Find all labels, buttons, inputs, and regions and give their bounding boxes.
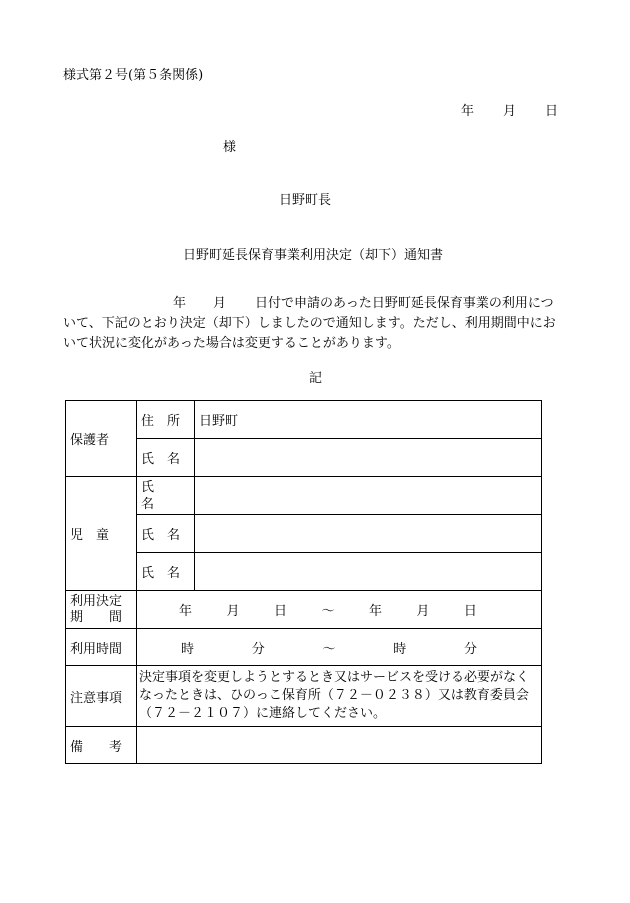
info-table bbox=[65, 400, 542, 764]
guardian-name-field bbox=[195, 439, 542, 477]
remarks-label: 備 考 bbox=[66, 727, 137, 764]
time-value bbox=[137, 629, 542, 666]
period-day-2: 日 bbox=[463, 604, 477, 619]
address-label: 住 所 bbox=[137, 401, 195, 439]
time-minute-1: 分 bbox=[251, 641, 265, 657]
child-name-1b: 名 bbox=[141, 496, 155, 512]
guardian-name-label: 氏 名 bbox=[137, 439, 195, 477]
period-month-1: 月 bbox=[226, 604, 240, 619]
date-month: 月 bbox=[503, 104, 517, 119]
time-minute-2: 分 bbox=[463, 641, 477, 657]
body-line1: 日付で申請のあった日野町延長保育事業の利用につ bbox=[255, 296, 554, 311]
period-label bbox=[66, 591, 137, 629]
body-year: 年 bbox=[173, 296, 187, 311]
child-name-field-3 bbox=[195, 553, 542, 591]
period-sep: ～ bbox=[321, 604, 335, 619]
child-name-field-1 bbox=[195, 477, 542, 515]
date-year: 年 bbox=[461, 104, 475, 119]
ki-heading: 記 bbox=[309, 371, 323, 386]
child-name-1a: 氏 bbox=[141, 479, 155, 495]
period-month-2: 月 bbox=[416, 604, 430, 619]
child-name-label-1 bbox=[137, 477, 195, 515]
period-label-1: 利用決定 bbox=[70, 593, 123, 609]
issuer: 日野町長 bbox=[279, 193, 332, 208]
notes-label: 注意事項 bbox=[66, 666, 137, 727]
address-value: 日野町 bbox=[195, 401, 542, 439]
time-sep: ～ bbox=[322, 641, 336, 657]
child-label: 児 童 bbox=[66, 477, 137, 591]
period-year-1: 年 bbox=[179, 604, 193, 619]
form-number: 様式第２号(第５条関係) bbox=[63, 68, 204, 83]
time-label: 利用時間 bbox=[66, 629, 137, 666]
child-name-label-2: 氏 名 bbox=[137, 515, 195, 553]
notice-body bbox=[63, 294, 563, 354]
date-day: 日 bbox=[545, 104, 559, 119]
body-month: 月 bbox=[213, 296, 227, 311]
time-hour-2: 時 bbox=[393, 641, 407, 657]
body-line2: いて、下記のとおり決定（却下）しましたので通知します。ただし、利用期間中にお bbox=[63, 316, 556, 331]
notes-text: 決定事項を変更しようとするとき又はサービスを受ける必要がなくなったときは、ひのっこ保育所（７２－０２３８）又は教育委員会（７２－２１０７）に連絡してください。 bbox=[137, 666, 542, 727]
period-day-1: 日 bbox=[273, 604, 287, 619]
child-name-field-2 bbox=[195, 515, 542, 553]
remarks-field bbox=[137, 727, 542, 764]
period-value bbox=[137, 591, 542, 629]
time-hour-1: 時 bbox=[181, 641, 195, 657]
child-name-label-3: 氏 名 bbox=[137, 553, 195, 591]
addressee-suffix: 様 bbox=[223, 140, 237, 155]
period-label-2: 期 間 bbox=[70, 609, 123, 625]
document-title: 日野町延長保育事業利用決定（却下）通知書 bbox=[183, 248, 444, 263]
period-year-2: 年 bbox=[368, 604, 382, 619]
guardian-label: 保護者 bbox=[66, 401, 137, 477]
issue-date bbox=[461, 100, 558, 119]
body-line3: いて状況に変化があった場合は変更することがあります。 bbox=[63, 336, 400, 351]
